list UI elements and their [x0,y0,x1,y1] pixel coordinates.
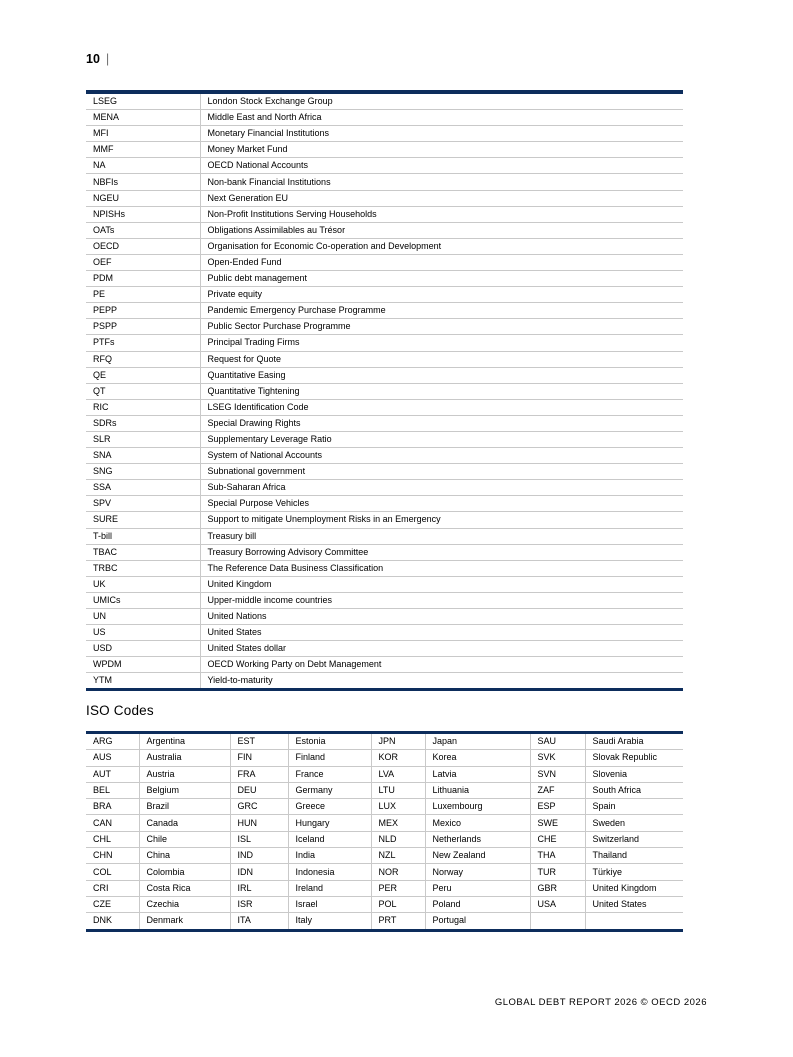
iso-code-cell: IRL [230,880,288,896]
abbreviation-row [86,222,683,238]
iso-code-row [86,896,683,912]
abbreviation-code-cell: NGEU [86,190,200,206]
iso-code-cell: EST [230,733,288,750]
iso-country-cell: Korea [425,750,530,766]
abbreviation-description-cell: Monetary Financial Institutions [200,126,683,142]
iso-code-cell: DNK [86,913,139,930]
abbreviations-table-body [86,92,683,690]
abbreviation-row [86,303,683,319]
abbreviation-description-cell: United States [200,625,683,641]
abbreviation-description-cell: Principal Trading Firms [200,335,683,351]
iso-code-cell: LTU [371,782,425,798]
abbreviation-code-cell: NBFIs [86,174,200,190]
iso-country-cell: Türkiye [585,864,683,880]
iso-country-cell: Iceland [288,831,371,847]
abbreviation-code-cell: PDM [86,271,200,287]
abbreviation-description-cell: Upper-middle income countries [200,592,683,608]
iso-country-cell: Hungary [288,815,371,831]
abbreviation-code-cell: OECD [86,238,200,254]
iso-country-cell: Portugal [425,913,530,930]
abbreviation-row [86,496,683,512]
abbreviation-description-cell: United Nations [200,609,683,625]
abbreviation-description-cell: Public Sector Purchase Programme [200,319,683,335]
abbreviation-description-cell: Subnational government [200,464,683,480]
iso-code-cell: POL [371,896,425,912]
page-number [86,51,109,66]
abbreviation-description-cell: United States dollar [200,641,683,657]
iso-code-cell: KOR [371,750,425,766]
iso-code-cell: GRC [230,799,288,815]
abbreviation-description-cell: OECD National Accounts [200,158,683,174]
abbreviation-row [86,480,683,496]
iso-code-cell: SVN [530,766,585,782]
abbreviation-row [86,271,683,287]
iso-country-cell: New Zealand [425,848,530,864]
abbreviation-row [86,367,683,383]
abbreviation-row [86,448,683,464]
abbreviation-row [86,415,683,431]
abbreviation-description-cell: Obligations Assimilables au Trésor [200,222,683,238]
abbreviation-description-cell: United Kingdom [200,576,683,592]
iso-code-cell: GBR [530,880,585,896]
abbreviation-row [86,399,683,415]
iso-code-cell: LUX [371,799,425,815]
abbreviation-row [86,657,683,673]
abbreviation-description-cell: Pandemic Emergency Purchase Programme [200,303,683,319]
abbreviation-description-cell: System of National Accounts [200,448,683,464]
iso-code-row [86,864,683,880]
abbreviation-row [86,512,683,528]
iso-country-cell: Germany [288,782,371,798]
abbreviation-code-cell: US [86,625,200,641]
iso-country-cell: Lithuania [425,782,530,798]
iso-code-cell: ZAF [530,782,585,798]
iso-country-cell: Japan [425,733,530,750]
iso-code-cell: CZE [86,896,139,912]
abbreviation-code-cell: SNA [86,448,200,464]
iso-country-cell: Mexico [425,815,530,831]
abbreviation-description-cell: Public debt management [200,271,683,287]
abbreviation-description-cell: The Reference Data Business Classification [200,560,683,576]
iso-code-cell: THA [530,848,585,864]
abbreviation-description-cell: Support to mitigate Unemployment Risks in an Emergency [200,512,683,528]
iso-country-cell [585,913,683,930]
iso-code-row [86,782,683,798]
abbreviation-row [86,592,683,608]
iso-country-cell: Latvia [425,766,530,782]
iso-country-cell: Chile [139,831,230,847]
iso-code-cell: BEL [86,782,139,798]
iso-country-cell: Netherlands [425,831,530,847]
abbreviation-code-cell: TBAC [86,544,200,560]
abbreviation-description-cell: Treasury bill [200,528,683,544]
iso-code-cell: ARG [86,733,139,750]
abbreviation-description-cell: Yield-to-maturity [207,675,273,686]
abbreviation-row [86,174,683,190]
abbreviation-row [86,576,683,592]
iso-code-cell: SAU [530,733,585,750]
iso-code-cell: BRA [86,799,139,815]
abbreviation-row [86,625,683,641]
iso-country-cell: Costa Rica [139,880,230,896]
iso-country-cell: Israel [288,896,371,912]
abbreviation-code-cell: NA [86,158,200,174]
abbreviation-code-cell: USD [86,641,200,657]
iso-code-cell: MEX [371,815,425,831]
iso-code-cell: AUT [86,766,139,782]
iso-country-cell: Thailand [585,848,683,864]
abbreviation-code-cell: RIC [86,399,200,415]
iso-country-cell: Italy [288,913,371,930]
abbreviation-description-cell: London Stock Exchange Group [200,92,683,110]
iso-code-cell: JPN [371,733,425,750]
iso-country-cell: China [139,848,230,864]
abbreviation-code-cell: QE [86,367,200,383]
iso-country-cell: Belgium [139,782,230,798]
abbreviation-code-cell: NPISHs [86,206,200,222]
iso-code-cell: TUR [530,864,585,880]
iso-codes-heading: ISO Codes [86,703,154,718]
iso-country-cell: Brazil [139,799,230,815]
abbreviation-code-cell: SLR [86,431,200,447]
page-footer: GLOBAL DEBT REPORT 2026 © OECD 2026 [494,997,707,1008]
abbreviation-row [86,319,683,335]
abbreviation-row [86,206,683,222]
iso-code-cell: FRA [230,766,288,782]
abbreviation-code-cell: UN [86,609,200,625]
iso-country-cell: Denmark [139,913,230,930]
iso-code-cell: IND [230,848,288,864]
abbreviation-description-cell: Quantitative Tightening [200,383,683,399]
iso-code-cell: NLD [371,831,425,847]
abbreviation-code-cell: T-bill [86,528,200,544]
abbreviation-code-cell: SDRs [86,415,200,431]
iso-country-cell: Slovak Republic [585,750,683,766]
abbreviation-row [86,464,683,480]
abbreviation-code-cell: PSPP [86,319,200,335]
iso-code-row [86,815,683,831]
iso-codes-table [86,731,683,932]
abbreviation-code-cell: UMICs [86,592,200,608]
iso-country-cell: Colombia [139,864,230,880]
iso-country-cell: France [288,766,371,782]
iso-country-cell: Austria [139,766,230,782]
iso-code-cell: DEU [230,782,288,798]
iso-country-cell: Argentina [139,733,230,750]
iso-code-cell: FIN [230,750,288,766]
abbreviation-row [86,238,683,254]
abbreviation-description-cell: Quantitative Easing [200,367,683,383]
abbreviation-code-cell: SNG [86,464,200,480]
abbreviation-description-cell: Money Market Fund [200,142,683,158]
abbreviation-row [86,142,683,158]
iso-code-cell: CHN [86,848,139,864]
iso-code-cell: ISL [230,831,288,847]
abbreviation-code-cell: WPDM [86,657,200,673]
abbreviation-code-cell: OATs [86,222,200,238]
abbreviation-code-cell: YTM [86,673,200,690]
iso-country-cell: Finland [288,750,371,766]
abbreviation-row [86,126,683,142]
abbreviation-row [86,544,683,560]
iso-code-cell: ESP [530,799,585,815]
abbreviation-description-cell: Private equity [200,287,683,303]
abbreviation-code-cell: SSA [86,480,200,496]
iso-code-cell: CRI [86,880,139,896]
iso-code-cell: CHL [86,831,139,847]
iso-country-cell: United States [585,896,683,912]
abbreviation-code-cell: MENA [86,110,200,126]
iso-code-cell: USA [530,896,585,912]
abbreviation-code-cell: MFI [86,126,200,142]
abbreviation-description-cell: Treasury Borrowing Advisory Committee [200,544,683,560]
abbreviation-code-cell: MMF [86,142,200,158]
iso-code-cell [530,913,585,930]
abbreviation-description-cell: Open-Ended Fund [200,254,683,270]
abbreviation-description-cell: Request for Quote [200,351,683,367]
iso-country-cell: Canada [139,815,230,831]
iso-country-cell: Spain [585,799,683,815]
abbreviation-code-cell: LSEG [86,92,200,110]
abbreviation-row [86,190,683,206]
iso-country-cell: Indonesia [288,864,371,880]
iso-country-cell: Estonia [288,733,371,750]
abbreviations-table [86,90,683,691]
abbreviation-description-cell: Organisation for Economic Co-operation and Development [200,238,683,254]
abbreviation-description-cell: Special Drawing Rights [200,415,683,431]
iso-country-cell: Australia [139,750,230,766]
abbreviation-row [86,641,683,657]
abbreviation-code-cell: RFQ [86,351,200,367]
abbreviation-row [86,287,683,303]
abbreviation-row [86,528,683,544]
abbreviation-row [86,110,683,126]
abbreviation-description-cell: Next Generation EU [200,190,683,206]
iso-code-cell: ISR [230,896,288,912]
abbreviation-row [86,92,683,110]
abbreviation-description-cell: LSEG Identification Code [200,399,683,415]
abbreviation-row [86,609,683,625]
iso-country-cell: South Africa [585,782,683,798]
iso-country-cell: Greece [288,799,371,815]
iso-code-cell: NOR [371,864,425,880]
iso-code-cell: HUN [230,815,288,831]
iso-country-cell: Luxembourg [425,799,530,815]
iso-country-cell: Norway [425,864,530,880]
iso-country-cell: Poland [425,896,530,912]
abbreviation-description-cell: Special Purpose Vehicles [200,496,683,512]
page-number-value: 10 [86,51,100,66]
iso-code-cell: ITA [230,913,288,930]
iso-code-cell: SVK [530,750,585,766]
iso-country-cell: Slovenia [585,766,683,782]
abbreviation-row [86,383,683,399]
abbreviation-code-cell: OEF [86,254,200,270]
iso-code-cell: IDN [230,864,288,880]
abbreviation-row [86,351,683,367]
iso-country-cell: United Kingdom [585,880,683,896]
iso-code-row [86,848,683,864]
iso-country-cell: Saudi Arabia [585,733,683,750]
abbreviation-row [86,335,683,351]
iso-country-cell: Peru [425,880,530,896]
iso-country-cell: Ireland [288,880,371,896]
iso-code-cell: AUS [86,750,139,766]
iso-code-row [86,880,683,896]
abbreviation-code-cell: SURE [86,512,200,528]
iso-code-cell: NZL [371,848,425,864]
iso-code-row [86,750,683,766]
abbreviation-code-cell: PTFs [86,335,200,351]
abbreviation-description-cell: Supplementary Leverage Ratio [200,431,683,447]
abbreviation-row [86,254,683,270]
iso-code-cell: PRT [371,913,425,930]
page-number-divider: | [106,51,109,66]
abbreviation-code-cell: TRBC [86,560,200,576]
abbreviation-code-cell: SPV [86,496,200,512]
iso-country-cell: Switzerland [585,831,683,847]
iso-code-cell: COL [86,864,139,880]
abbreviation-description-cell: Non-Profit Institutions Serving Households [200,206,683,222]
iso-country-cell: Sweden [585,815,683,831]
iso-code-cell: PER [371,880,425,896]
iso-code-cell: CHE [530,831,585,847]
iso-code-row [86,766,683,782]
abbreviation-code-cell: PEPP [86,303,200,319]
abbreviation-row [86,431,683,447]
abbreviation-description-cell: OECD Working Party on Debt Management [200,657,683,673]
abbreviation-code-cell: UK [86,576,200,592]
abbreviation-description-cell: Sub-Saharan Africa [200,480,683,496]
abbreviation-row [86,560,683,576]
iso-code-row [86,913,683,930]
abbreviation-code-cell: QT [86,383,200,399]
iso-code-cell: CAN [86,815,139,831]
iso-code-cell: LVA [371,766,425,782]
iso-code-row [86,831,683,847]
abbreviation-description-cell: Middle East and North Africa [200,110,683,126]
abbreviation-row [86,158,683,174]
iso-code-cell: SWE [530,815,585,831]
iso-codes-table-body [86,733,683,931]
iso-code-row [86,733,683,750]
abbreviation-description-cell: Non-bank Financial Institutions [200,174,683,190]
iso-code-row [86,799,683,815]
iso-country-cell: Czechia [139,896,230,912]
abbreviation-code-cell: PE [86,287,200,303]
abbreviation-row [86,673,683,690]
iso-country-cell: India [288,848,371,864]
